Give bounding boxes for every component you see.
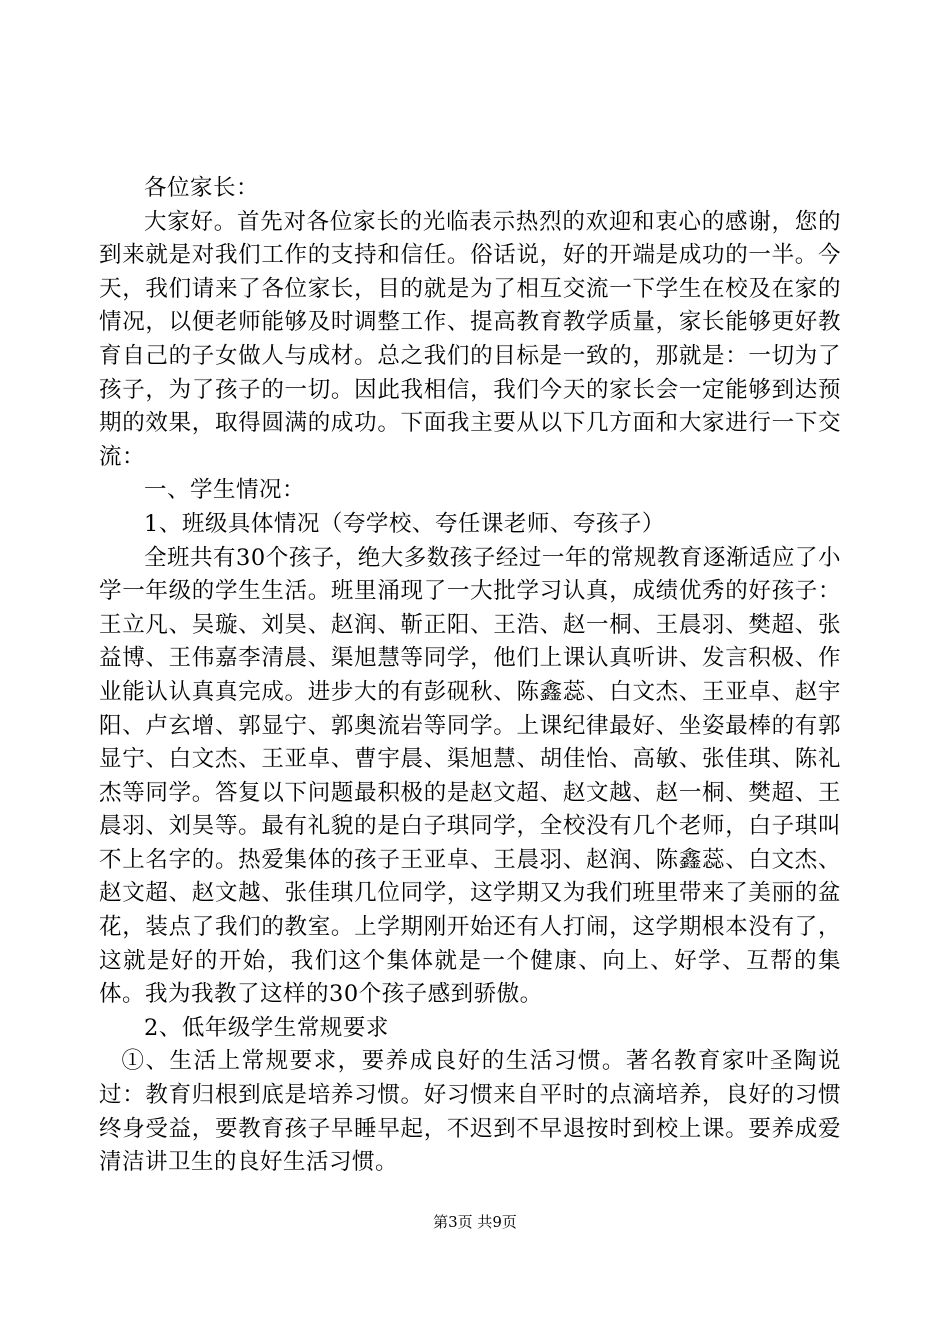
paragraph-intro: 大家好。首先对各位家长的光临表示热烈的欢迎和衷心的感谢，您的到来就是对我们工作的支持和信任。俗话说，好的开端是成功的一半。今天，我们请来了各位家长，目的就是为了相互交流一下学生在校及在家的情况，以便老师能够及时调整工作、提高教育教学质量，家长能够更好教育自己的子女做人与成材。总之我们的目标是一致的，那就是：一切为了孩子，为了孩子的一切。因此我相信，我们今天的家长会一定能够到达预期的效果，取得圆满的成功。下面我主要从以下几方面和大家进行一下交流： (99, 208, 841, 470)
subheading-routine-requirements: 2、低年级学生常规要求 (144, 1014, 389, 1041)
document-body (99, 172, 841, 1180)
section-heading-student-situation: 一、学生情况： (144, 477, 306, 504)
paragraph-life-habits: ①、生活上常规要求，要养成良好的生活习惯。著名教育家叶圣陶说过：教育归根到底是培养习惯。好习惯来自平时的点滴培养，良好的习惯终身受益，要教育孩子早睡早起，不迟到不早退按时到校上课。要养成爱清洁讲卫生的良好生活习惯。 (99, 1048, 841, 1176)
paragraph-class-details: 全班共有30个孩子，绝大多数孩子经过一年的常规教育逐渐适应了小学一年级的学生生活。班里涌现了一大批学习认真，成绩优秀的好孩子：王立凡、吴璇、刘昊、赵润、靳正阳、王浩、赵一桐、王晨羽、樊超、张益博、王伟嘉李清晨、渠旭慧等同学，他们上课认真听讲、发言积极、作业能认认真真完成。进步大的有彭砚秋、陈鑫蕊、白文杰、王亚卓、赵宇阳、卢玄增、郭显宁、郭奥流岩等同学。上课纪律最好、坐姿最棒的有郭显宁、白文杰、王亚卓、曹宇晨、渠旭慧、胡佳怡、高敏、张佳琪、陈礼杰等同学。答复以下问题最积极的是赵文超、赵文越、赵一桐、樊超、王晨羽、刘昊等。最有礼貌的是白子琪同学，全校没有几个老师，白子琪叫不上名字的。热爱集体的孩子王亚卓、王晨羽、赵润、陈鑫蕊、白文杰、赵文超、赵文越、张佳琪几位同学，这学期又为我们班里带来了美丽的盆花，装点了我们的教室。上学期刚开始还有人打闹，这学期根本没有了，这就是好的开始，我们这个集体就是一个健康、向上、好学、互帮的集体。我为我教了这样的30个孩子感到骄傲。 (99, 544, 841, 1008)
salutation: 各位家长： (144, 175, 260, 201)
subheading-class-details: 1、班级具体情况（夸学校、夸任课老师、夸孩子） (144, 510, 665, 537)
page-footer: 第3页 共9页 (433, 1213, 517, 1231)
